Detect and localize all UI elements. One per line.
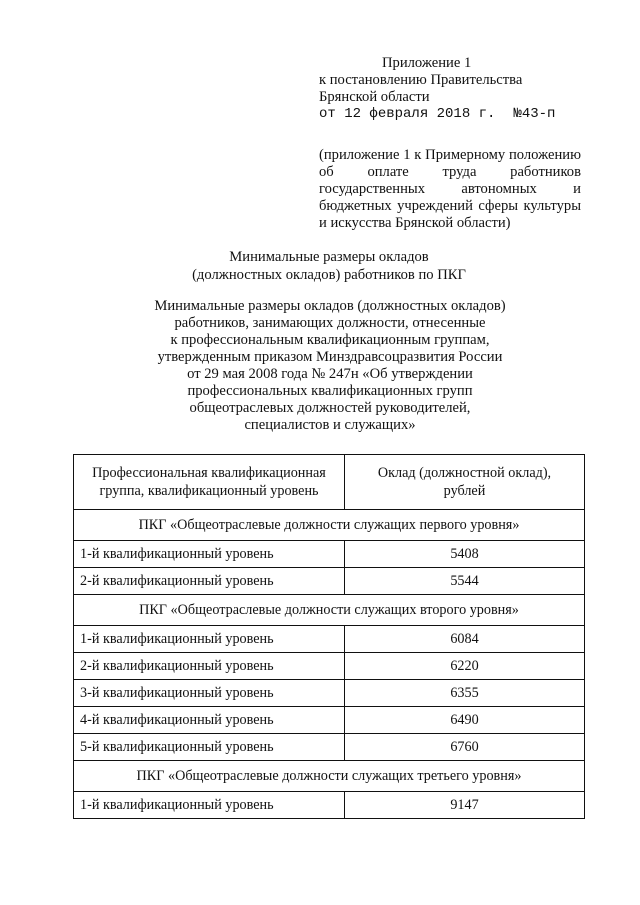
header-text: рублей [443,483,486,499]
table-row [74,792,585,819]
level-cell: 1-й квалификационный уровень [74,792,345,819]
document-subheading [110,298,550,434]
group-title: ПКГ «Общеотраслевые должности служащих первого уровня» [74,510,585,541]
header-salary [345,455,585,510]
salary-cell: 9147 [345,792,585,819]
table-header-row [74,455,585,510]
level-cell: 2-й квалификационный уровень [74,653,345,680]
group-row [74,595,585,626]
subheading-line: Минимальные размеры окладов (должностных окладов) [154,298,506,314]
level-cell: 5-й квалификационный уровень [74,734,345,761]
level-cell: 1-й квалификационный уровень [74,626,345,653]
salary-table [73,454,585,819]
level-cell: 2-й квалификационный уровень [74,568,345,595]
header-group-level [74,455,345,510]
level-cell: 3-й квалификационный уровень [74,680,345,707]
document-heading [100,248,558,284]
heading-line-1: Минимальные размеры окладов [229,249,429,265]
table-row [74,568,585,595]
appendix-title: Приложение 1 [382,55,472,71]
appendix-line-2: Брянской области [319,89,430,105]
appendix-date-line [319,106,589,123]
appendix-line-1: к постановлению Правительства [319,72,523,88]
subheading-line: общеотраслевых должностей руководителей, [189,400,471,416]
table-row [74,626,585,653]
appendix-note: (приложение 1 к Примерному положению об оплате труда работников государственных автономных и бюджетных учреждений сферы культуры и искусства Брянской области) [319,147,581,231]
salary-cell: 6760 [345,734,585,761]
subheading-line: утвержденным приказом Минздравсоцразвития России [157,349,503,365]
salary-cell: 5544 [345,568,585,595]
subheading-line: специалистов и служащих» [244,417,416,433]
header-text: Оклад (должностной оклад), [377,465,552,481]
subheading-line: к профессиональным квалификационным группам, [170,332,490,348]
heading-line-2: (должностных окладов) работников по ПКГ [192,267,466,283]
group-title: ПКГ «Общеотраслевые должности служащих третьего уровня» [74,761,585,792]
table-row [74,541,585,568]
subheading-line: профессиональных квалификационных групп [187,383,473,399]
header-text: Профессиональная квалификационная [92,465,326,481]
salary-cell: 6084 [345,626,585,653]
salary-cell: 6490 [345,707,585,734]
appendix-block [319,55,589,123]
decree-date: 12 февраля 2018 г. [344,106,496,122]
salary-cell: 6220 [345,653,585,680]
level-cell: 1-й квалификационный уровень [74,541,345,568]
table-row [74,734,585,761]
group-row [74,761,585,792]
date-prefix: от [319,106,336,122]
salary-cell: 5408 [345,541,585,568]
table-row [74,653,585,680]
subheading-line: от 29 мая 2008 года № 247н «Об утверждении [187,366,473,382]
subheading-line: работников, занимающих должности, отнесенные [174,315,486,331]
group-row [74,510,585,541]
table-row [74,680,585,707]
table-row [74,707,585,734]
group-title: ПКГ «Общеотраслевые должности служащих второго уровня» [74,595,585,626]
header-text: группа, квалификационный уровень [99,483,319,499]
salary-cell: 6355 [345,680,585,707]
decree-number: №43-п [513,106,556,122]
level-cell: 4-й квалификационный уровень [74,707,345,734]
